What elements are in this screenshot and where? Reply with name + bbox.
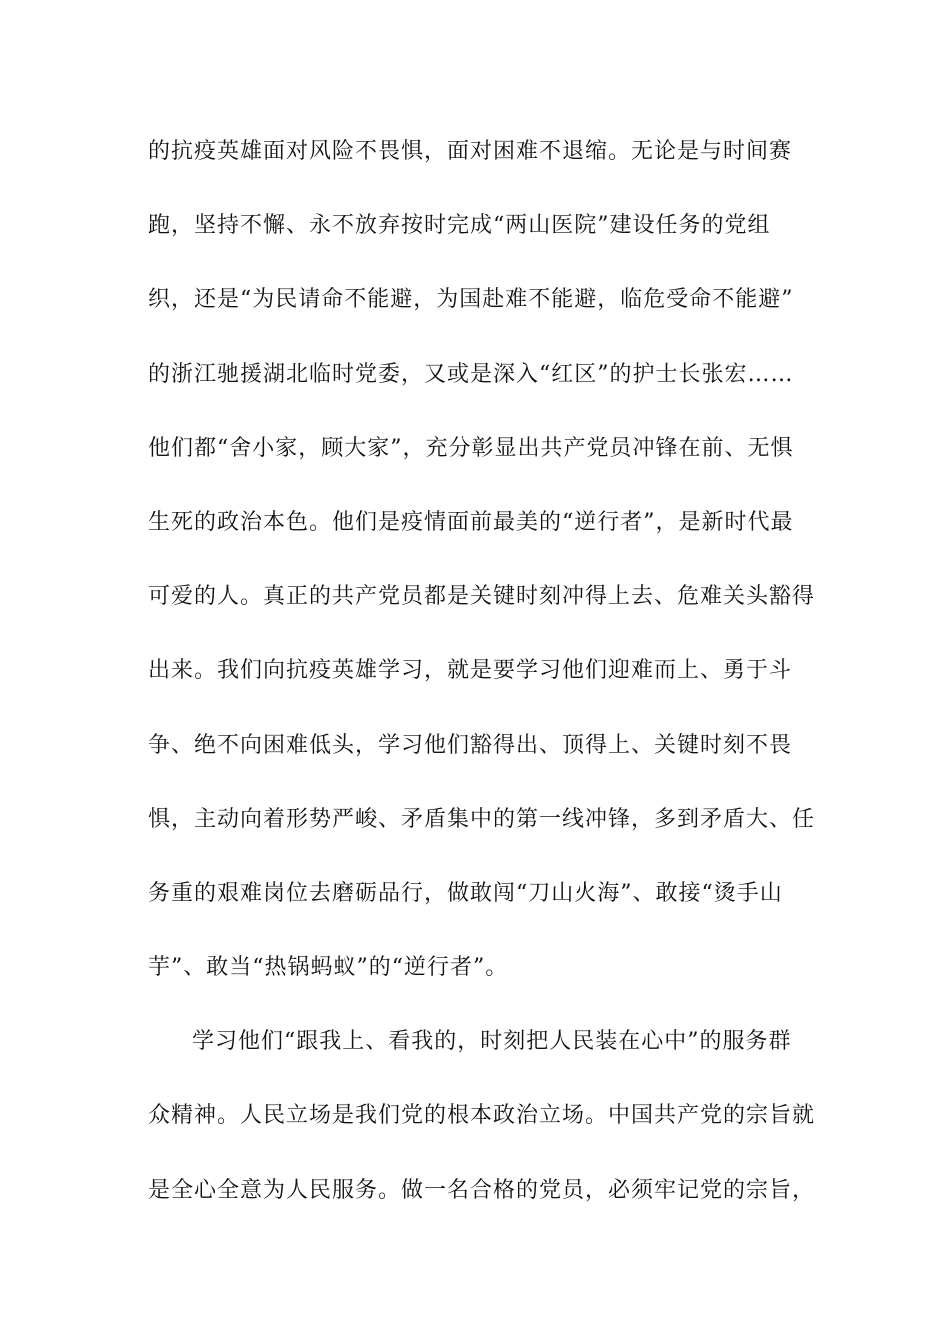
text-line: 惧，主动向着形势严峻、矛盾集中的第一线冲锋，多到矛盾大、任 [148, 806, 816, 832]
paragraph-start-line: 学习他们“跟我上、看我的，时刻把人民装在心中”的服务群 [192, 1029, 792, 1055]
text-line: 众精神。人民立场是我们党的根本政治立场。中国共产党的宗旨就 [148, 1103, 816, 1129]
text-line: 他们都“舍小家，顾大家”，充分彰显出共产党员冲锋在前、无惧 [148, 435, 794, 461]
text-line: 务重的艰难岗位去磨砺品行，做敢闯“刀山火海”、敢接“烫手山 [148, 880, 783, 906]
text-line: 争、绝不向困难低头，学习他们豁得出、顶得上、关键时刻不畏 [148, 732, 793, 758]
text-line: 是全心全意为人民服务。做一名合格的党员，必须牢记党的宗旨， [148, 1177, 816, 1203]
text-line: 出来。我们向抗疫英雄学习，就是要学习他们迎难而上、勇于斗 [148, 658, 793, 684]
text-line: 的浙江驰援湖北临时党委，又或是深入“红区”的护士长张宏…… [148, 361, 794, 387]
text-line: 的抗疫英雄面对风险不畏惧，面对困难不退缩。无论是与时间赛 [148, 139, 793, 164]
text-line: 生死的政治本色。他们是疫情面前最美的“逆行者”，是新时代最 [148, 509, 794, 535]
text-line: 跑，坚持不懈、永不放弃按时完成“两山医院”建设任务的党组 [148, 213, 771, 239]
body-text [148, 132, 816, 1245]
text-line: 织，还是“为民请命不能避，为国赴难不能避，临危受命不能避” [148, 287, 794, 313]
text-line: 芋”、敢当“热锅蚂蚁”的“逆行者”。 [148, 955, 509, 981]
text-line: 可爱的人。真正的共产党员都是关键时刻冲得上去、危难关头豁得 [148, 584, 816, 610]
